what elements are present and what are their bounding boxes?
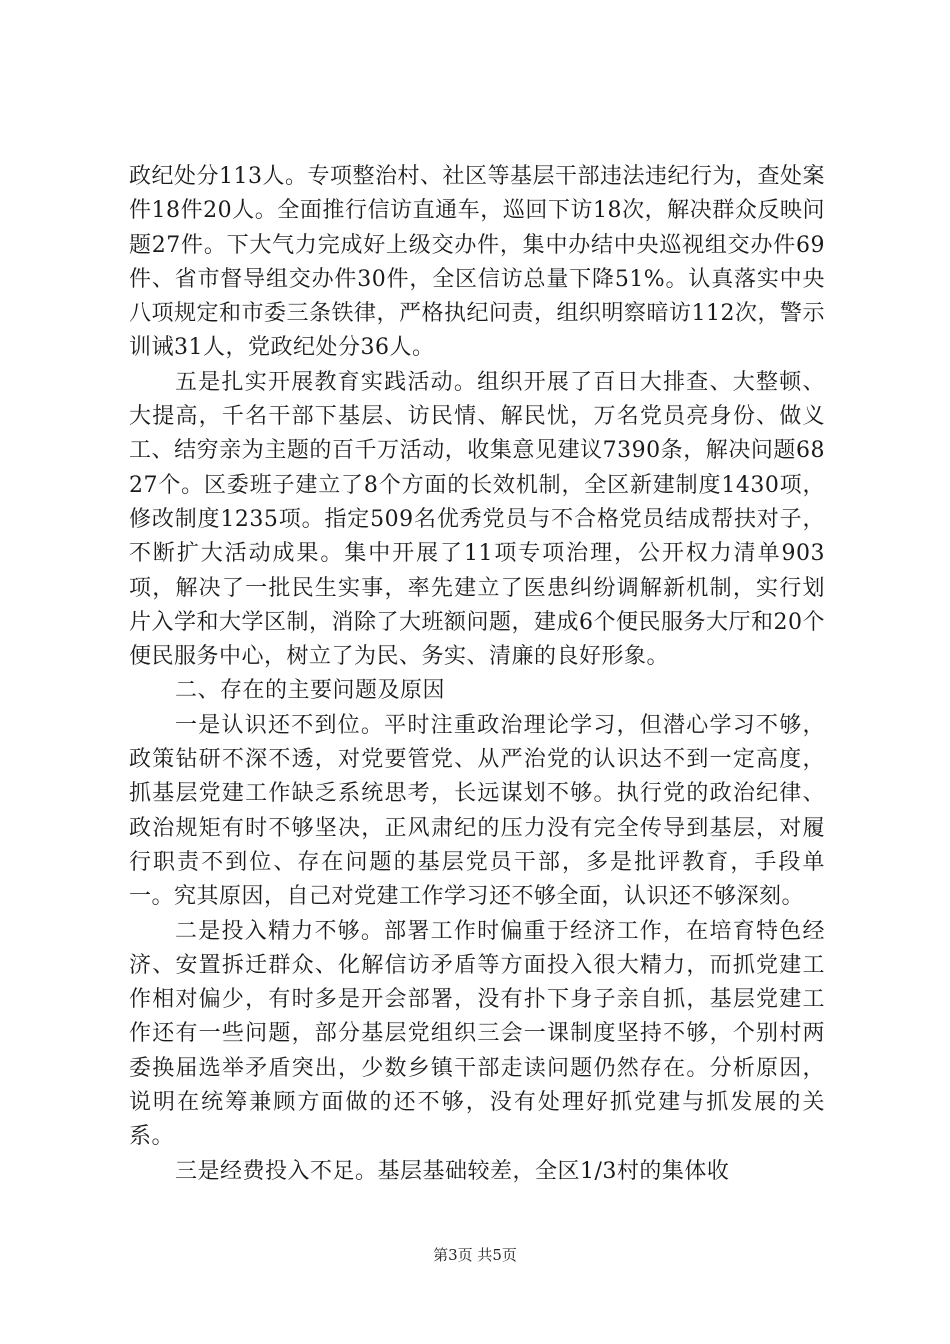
document-body (129, 160, 825, 1189)
paragraph-problem-one: 一是认识还不到位。平时注重政治理论学习，但潜心学习不够，政策钻研不深不透，对党要管党、从严治党的认识达不到一定高度，抓基层党建工作缺乏系统思考，长远谋划不够。执行党的政治纪律、政治规矩有时不够坚决，正风肃纪的压力没有完全传导到基层，对履行职责不到位、存在问题的基层党员干部，多是批评教育，手段单一。究其原因，自己对党建工作学习还不够全面，认识还不够深刻。 (129, 712, 825, 910)
page-number-footer: 第3页 共5页 (433, 1246, 517, 1264)
section-heading-problems: 二、存在的主要问题及原因 (175, 678, 446, 704)
paragraph-item-five: 五是扎实开展教育实践活动。组织开展了百日大排查、大整顿、大提高，千名干部下基层、访民情、解民忧，万名党员亮身份、做义工、结穷亲为主题的百千万活动，收集意见建议7390条，解决问题6827个。区委班子建立了8个方面的长效机制，全区新建制度1430项，修改制度1235项。指定509名优秀党员与不合格党员结成帮扶对子，不断扩大活动成果。集中开展了11项专项治理，公开权力清单903项，解决了一批民生实事，率先建立了医患纠纷调解新机制，实行划片入学和大学区制，消除了大班额问题，建成6个便民服务大厅和20个便民服务中心，树立了为民、务实、清廉的良好形象。 (129, 369, 825, 670)
paragraph-problem-three: 三是经费投入不足。基层基础较差，全区1/3村的集体收 (175, 1158, 730, 1184)
paragraph-problem-two: 二是投入精力不够。部署工作时偏重于经济工作，在培育特色经济、安置拆迁群众、化解信访矛盾等方面投入很大精力，而抓党建工作相对偏少，有时多是开会部署，没有扑下身子亲自抓，基层党建工作还有一些问题，部分基层党组织三会一课制度坚持不够，个别村两委换届选举矛盾突出，少数乡镇干部走读问题仍然存在。分析原因，说明在统筹兼顾方面做的还不够，没有处理好抓党建与抓发展的关系。 (129, 918, 825, 1150)
paragraph-continuation: 政纪处分113人。专项整治村、社区等基层干部违法违纪行为，查处案件18件20人。全面推行信访直通车，巡回下访18次，解决群众反映问题27件。下大气力完成好上级交办件，集中办结中央巡视组交办件69件、省市督导组交办件30件，全区信访总量下降51%。认真落实中央八项规定和市委三条铁律，严格执纪问责，组织明察暗访112次，警示训诫31人，党政纪处分36人。 (129, 164, 825, 361)
